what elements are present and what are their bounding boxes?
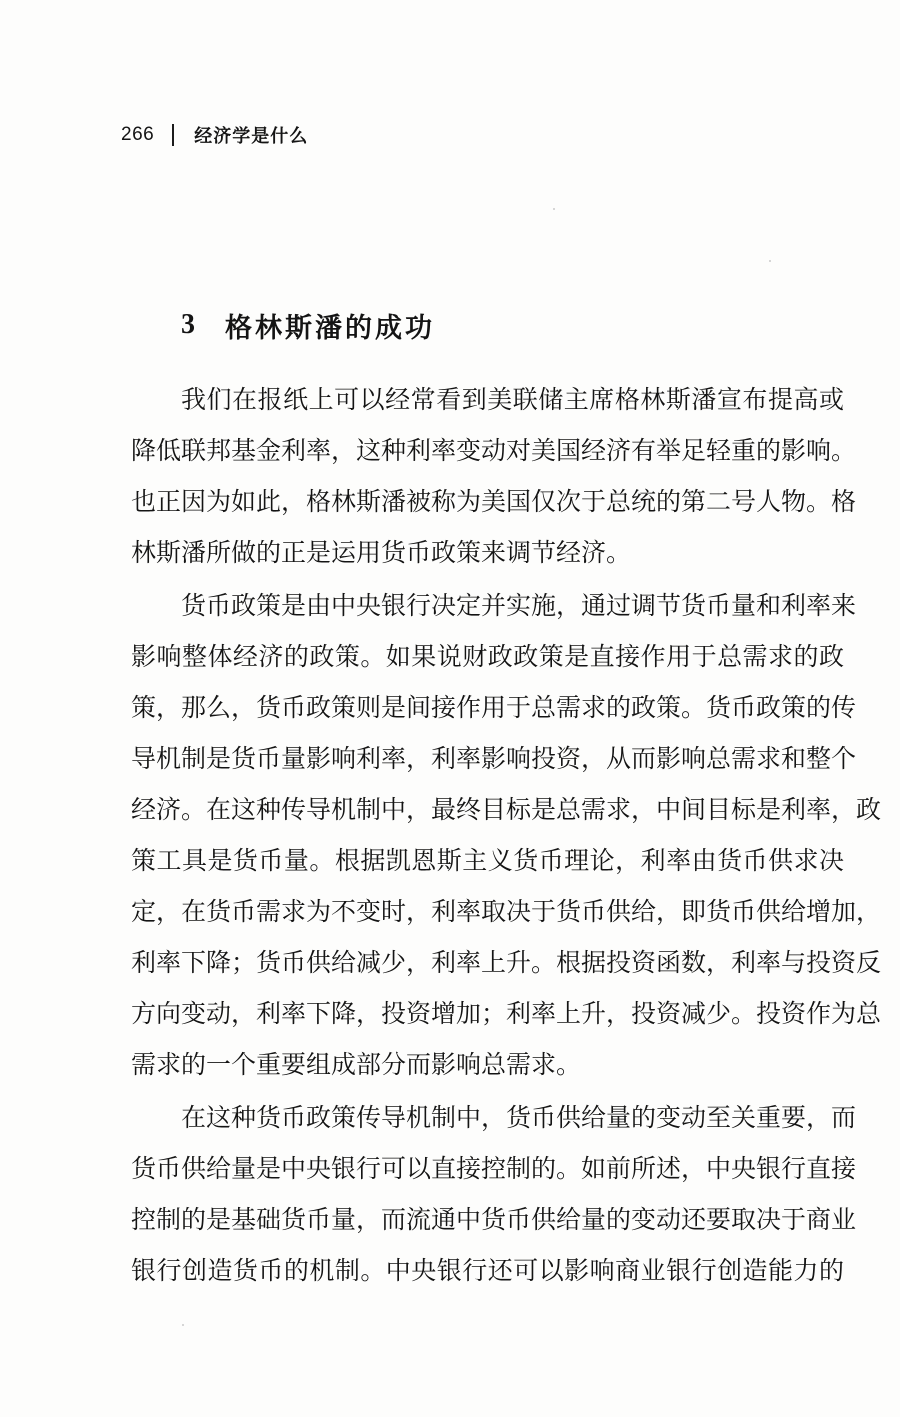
text-line: 我们在报纸上可以经常看到美联储主席格林斯潘宣布提高或 bbox=[181, 385, 844, 414]
text-line: 策，那么，货币政策则是间接作用于总需求的政策。货币政策的传 bbox=[131, 693, 857, 722]
text-line: 策工具是货币量。根据凯恩斯主义货币理论，利率由货币供求决 bbox=[131, 846, 844, 875]
book-title: 经济学是什么 bbox=[194, 126, 309, 147]
paragraph-1 bbox=[131, 374, 857, 578]
text-line: 影响整体经济的政策。如果说财政政策是直接作用于总需求的政 bbox=[131, 642, 844, 671]
text-line: 利率下降；货币供给减少，利率上升。根据投资函数，利率与投资反 bbox=[131, 948, 882, 977]
text-line: 方向变动，利率下降，投资增加；利率上升，投资减少。投资作为总 bbox=[131, 999, 882, 1028]
paper-speck bbox=[553, 208, 555, 210]
text-line: 需求的一个重要组成部分而影响总需求。 bbox=[131, 1050, 582, 1079]
text-line: 控制的是基础货币量，而流通中货币供给量的变动还要取决于商业 bbox=[131, 1205, 857, 1234]
text-line: 货币政策是由中央银行决定并实施，通过调节货币量和利率来 bbox=[181, 591, 857, 620]
body-text bbox=[131, 374, 882, 1296]
text-line: 银行创造货币的机制。中央银行还可以影响商业银行创造能力的 bbox=[131, 1256, 844, 1285]
running-head bbox=[121, 120, 308, 150]
text-line: 降低联邦基金利率，这种利率变动对美国经济有举足轻重的影响。 bbox=[131, 436, 857, 465]
section-number: 3 bbox=[181, 309, 195, 340]
header-divider bbox=[172, 124, 174, 146]
paragraph-3 bbox=[131, 1092, 857, 1296]
text-line: 货币供给量是中央银行可以直接控制的。如前所述，中央银行直接 bbox=[131, 1154, 857, 1183]
text-line: 林斯潘所做的正是运用货币政策来调节经济。 bbox=[131, 538, 632, 567]
section-heading bbox=[181, 305, 435, 345]
text-line: 也正因为如此，格林斯潘被称为美国仅次于总统的第二号人物。格 bbox=[131, 487, 857, 516]
paper-speck bbox=[769, 260, 771, 262]
text-line: 定，在货币需求为不变时，利率取决于货币供给，即货币供给增加， bbox=[131, 897, 882, 926]
paragraph-2 bbox=[131, 580, 882, 1090]
text-line: 在这种货币政策传导机制中，货币供给量的变动至关重要，而 bbox=[181, 1103, 857, 1132]
section-title: 格林斯潘的成功 bbox=[225, 312, 435, 344]
paper-speck bbox=[182, 1324, 184, 1326]
text-line: 经济。在这种传导机制中，最终目标是总需求，中间目标是利率，政 bbox=[131, 795, 882, 824]
page-number: 266 bbox=[121, 124, 155, 145]
text-line: 导机制是货币量影响利率，利率影响投资，从而影响总需求和整个 bbox=[131, 744, 857, 773]
